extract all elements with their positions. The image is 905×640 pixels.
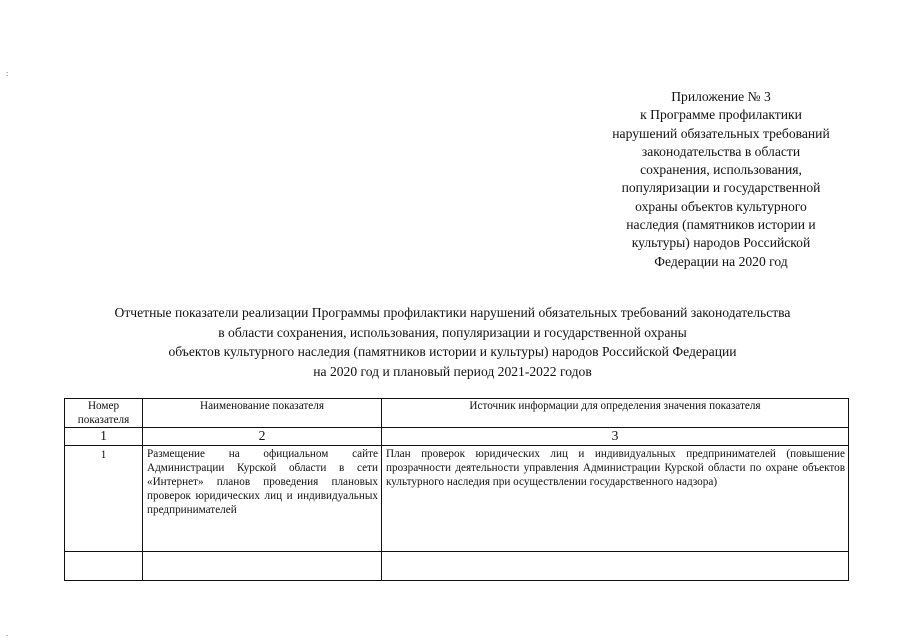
appendix-block [585, 88, 857, 271]
information-source [382, 552, 849, 581]
header-name: Наименование показателя [143, 399, 382, 428]
column-numbers-row [65, 428, 849, 446]
table-row [65, 446, 849, 552]
appendix-line: охраны объектов культурного [635, 198, 807, 214]
column-number: 3 [382, 428, 849, 446]
title-line: в области сохранения, использования, популяризации и государственной охраны [218, 324, 687, 340]
indicators-table [64, 398, 849, 581]
appendix-line: нарушений обязательных требований [612, 125, 830, 141]
appendix-line: наследия (памятников истории и [626, 217, 816, 233]
row-number [65, 552, 143, 581]
header-source: Источник информации для определения значения показателя [382, 399, 849, 428]
header-number: Номер показателя [65, 399, 143, 428]
indicator-name: Размещение на официальном сайте Администрации Курской области в сети «Интернет» планов проведения плановых проверок юридических лиц и индивидуальных предпринимателей [143, 446, 382, 552]
appendix-line: культуры) народов Российской [631, 235, 811, 251]
table-row [65, 552, 849, 581]
indicator-name [143, 552, 382, 581]
appendix-line: Федерации на 2020 год [654, 253, 788, 269]
appendix-line: Приложение № 3 [671, 89, 771, 104]
appendix-line: к Программе профилактики [640, 107, 802, 123]
appendix-line: законодательства в области [641, 143, 801, 159]
row-number: 1 [65, 446, 143, 552]
title-line: Отчетные показатели реализации Программы профилактики нарушений обязательных требований законодательства [114, 305, 791, 320]
information-source: План проверок юридических лиц и индивидуальных предпринимателей (повышение прозрачности деятельности управления Администрации Курской области по охране объектов культурного наследия при осуществлении государственного надзора) [382, 446, 849, 552]
title-line: объектов культурного наследия (памятников истории и культуры) народов Российской Федерации [168, 344, 737, 360]
margin-scan-mark: . [6, 629, 8, 638]
appendix-line: популяризации и государственной [621, 180, 821, 196]
appendix-line: сохранения, использования, [640, 162, 802, 178]
margin-scan-mark: : [6, 69, 9, 78]
title-line: на 2020 год и плановый период 2021-2022 годов [313, 363, 592, 379]
column-number: 1 [65, 428, 143, 446]
table-header-row [65, 399, 849, 428]
column-number: 2 [143, 428, 382, 446]
document-title [30, 303, 875, 381]
